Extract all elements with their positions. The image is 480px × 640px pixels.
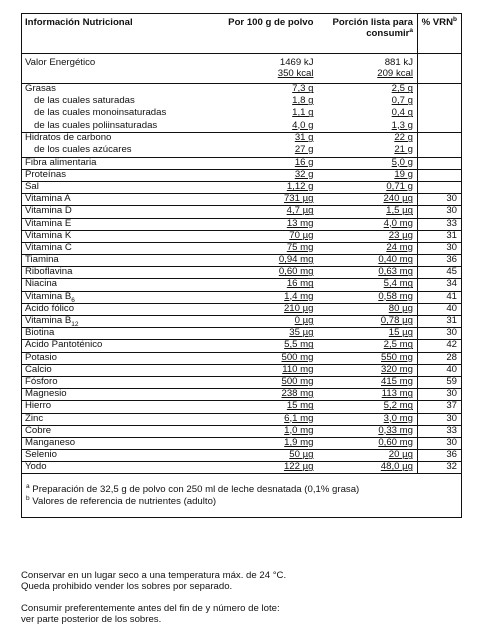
nutrient-name <box>22 242 217 254</box>
footnote-a-text: Preparación de 32,5 g de polvo con 250 ml de leche desnatada (0,1% grasa) <box>29 484 360 496</box>
nutrient-name <box>22 413 217 425</box>
value-per-100g <box>217 413 318 425</box>
value-per-100g-text: 1,4 mg <box>284 290 314 302</box>
value-vrn <box>418 145 462 157</box>
value-per-100g-text: 16 g <box>294 156 314 168</box>
value-portion-text: 24 mg <box>386 241 413 253</box>
table-header-row <box>22 14 462 54</box>
table-row <box>22 328 462 340</box>
value-portion <box>318 303 418 315</box>
value-portion-text: 2,5 mg <box>383 339 413 351</box>
value-portion <box>318 376 418 388</box>
value-portion-text: 240 µg <box>383 193 413 205</box>
value-portion-text: 415 mg <box>381 375 413 387</box>
header-vrn <box>418 14 462 54</box>
value-per-100g-text: 4,0 g <box>292 119 314 131</box>
value-vrn: 42 <box>418 340 462 352</box>
nutrient-name <box>22 316 217 328</box>
table-row <box>22 206 462 218</box>
value-per-100g <box>217 218 318 230</box>
table-row <box>22 316 462 328</box>
header-portion-line1: Porción <box>332 17 369 28</box>
energy-vrn <box>418 54 462 84</box>
table-row <box>22 462 462 474</box>
value-vrn: 30 <box>418 242 462 254</box>
value-per-100g-text: 1,0 mg <box>284 424 314 436</box>
nutrient-name-text: Vitamina E <box>25 217 72 229</box>
table-row <box>22 401 462 413</box>
nutrient-name-text: Zinc <box>25 412 44 424</box>
value-per-100g <box>217 121 318 133</box>
nutrient-name-text: Ácido Pantoténico <box>25 339 103 351</box>
value-vrn: 33 <box>418 218 462 230</box>
nutrient-name <box>22 462 217 474</box>
value-per-100g <box>217 316 318 328</box>
value-portion <box>318 230 418 242</box>
value-portion <box>318 413 418 425</box>
value-vrn: 31 <box>418 316 462 328</box>
value-portion <box>318 450 418 462</box>
value-portion <box>318 316 418 328</box>
value-portion-text: 1,5 µg <box>386 205 413 217</box>
value-portion <box>318 194 418 206</box>
table-body <box>22 54 462 474</box>
value-portion-text: 21 g <box>394 143 413 155</box>
value-portion-text: 0,63 mg <box>378 266 413 278</box>
nutrient-name-text: Yodo <box>25 461 47 473</box>
value-portion-text: 48,0 µg <box>380 461 413 473</box>
value-portion-text: 0,33 mg <box>378 424 413 436</box>
value-vrn: 40 <box>418 364 462 376</box>
footnote-a-mark: a <box>26 483 30 491</box>
value-vrn <box>418 108 462 120</box>
value-per-100g-text: 75 mg <box>286 241 314 253</box>
nutrient-name-text: Niacina <box>25 278 57 290</box>
value-per-100g-text: 1,8 g <box>292 95 314 107</box>
value-per-100g <box>217 401 318 413</box>
expiry-note-line2: ver parte posterior de los sobres. <box>21 613 162 625</box>
value-portion <box>318 389 418 401</box>
table-row <box>22 425 462 437</box>
table-row <box>22 157 462 169</box>
nutrient-name-text: Fibra alimentaria <box>25 156 97 168</box>
value-per-100g <box>217 376 318 388</box>
energy-per100-kcal: 350 kcal <box>277 67 314 79</box>
value-vrn <box>418 96 462 108</box>
value-per-100g-text: 500 mg <box>281 375 314 387</box>
value-vrn <box>418 133 462 145</box>
value-portion-text: 5,4 mg <box>383 278 413 290</box>
value-portion-text: 0,7 g <box>391 95 413 107</box>
value-per-100g <box>217 255 318 267</box>
value-per-100g-text: 0,60 mg <box>278 266 314 278</box>
energy-per100-kj: 1469 kJ <box>279 57 314 68</box>
value-per-100g-text: 16 mg <box>286 278 314 290</box>
value-per-100g-text: 7,3 g <box>292 83 314 95</box>
value-portion <box>318 401 418 413</box>
value-per-100g-text: 35 µg <box>289 327 314 339</box>
value-per-100g <box>217 242 318 254</box>
value-portion-text: 0,40 mg <box>378 254 413 266</box>
nutrient-name <box>22 376 217 388</box>
value-portion <box>318 352 418 364</box>
value-per-100g-text: 122 µg <box>283 461 314 473</box>
table-row <box>22 145 462 157</box>
value-portion-text: 19 g <box>394 168 413 180</box>
nutrient-name <box>22 218 217 230</box>
value-vrn: 30 <box>418 194 462 206</box>
table-row <box>22 181 462 193</box>
value-per-100g-text: 210 µg <box>283 302 314 314</box>
value-vrn: 32 <box>418 462 462 474</box>
table-row <box>22 230 462 242</box>
nutrient-name-text: Cobre <box>25 424 52 436</box>
header-portion-line3 <box>366 28 413 39</box>
nutrient-name-text: Calcio <box>25 363 52 375</box>
nutrient-name <box>22 267 217 279</box>
nutrient-name <box>22 145 217 157</box>
table-row <box>22 169 462 181</box>
nutrient-name <box>22 206 217 218</box>
table-row <box>22 121 462 133</box>
nutrient-name <box>22 389 217 401</box>
value-portion <box>318 145 418 157</box>
nutrition-label <box>21 13 461 518</box>
value-per-100g-text: 238 mg <box>281 388 314 400</box>
value-vrn: 34 <box>418 279 462 291</box>
nutrient-name-text: Vitamina D <box>25 205 72 217</box>
value-portion-text: 0,58 mg <box>378 290 413 302</box>
footnote-a <box>26 484 457 495</box>
nutrient-name <box>22 425 217 437</box>
value-portion <box>318 255 418 267</box>
value-per-100g <box>217 437 318 449</box>
value-per-100g <box>217 206 318 218</box>
value-vrn: 36 <box>418 255 462 267</box>
value-per-100g-text: 13 mg <box>286 217 314 229</box>
value-portion <box>318 328 418 340</box>
nutrient-name <box>22 169 217 181</box>
nutrient-name-text: Grasas <box>25 83 56 95</box>
value-vrn: 40 <box>418 303 462 315</box>
value-per-100g <box>217 364 318 376</box>
storage-note <box>21 570 461 593</box>
value-per-100g <box>217 450 318 462</box>
nutrient-name-text: Vitamina K <box>25 229 72 241</box>
header-per-100g-line1: Por 100 g <box>228 17 272 28</box>
nutrient-name-text: Riboflavina <box>25 266 73 278</box>
table-row <box>22 352 462 364</box>
nutrient-name-text: Selenio <box>25 449 58 461</box>
value-per-100g-text: 32 g <box>294 168 314 180</box>
value-per-100g-text: 1,9 mg <box>284 436 314 448</box>
nutrient-name-text: Manganeso <box>25 436 76 448</box>
nutrient-name-text: de las cuales saturadas <box>34 95 135 107</box>
value-per-100g <box>217 352 318 364</box>
table-row <box>22 450 462 462</box>
value-portion-text: 0,78 µg <box>380 315 413 327</box>
value-per-100g <box>217 303 318 315</box>
value-per-100g-text: 1,1 g <box>292 107 314 119</box>
value-portion-text: 4,0 mg <box>383 217 413 229</box>
value-portion <box>318 340 418 352</box>
table-row <box>22 340 462 352</box>
value-vrn: 30 <box>418 328 462 340</box>
nutrient-name <box>22 157 217 169</box>
value-portion-text: 0,4 g <box>391 107 413 119</box>
value-per-100g <box>217 291 318 303</box>
nutrient-name-text: Vitamina B <box>25 290 72 302</box>
nutrient-name <box>22 194 217 206</box>
value-per-100g-text: 1,12 g <box>286 180 314 192</box>
nutrient-name-text: Proteínas <box>25 168 67 180</box>
value-vrn: 59 <box>418 376 462 388</box>
value-per-100g-text: 731 µg <box>283 193 314 205</box>
header-vrn-text: % VRN <box>421 17 454 28</box>
nutrient-name <box>22 291 217 303</box>
value-per-100g-text: 31 g <box>294 132 314 144</box>
value-per-100g-text: 5,5 mg <box>284 339 314 351</box>
nutrition-table <box>21 13 462 518</box>
value-per-100g-text: 6,1 mg <box>284 412 314 424</box>
nutrient-name-text: Vitamina B <box>25 315 72 327</box>
energy-portion <box>318 54 418 84</box>
value-vrn: 36 <box>418 450 462 462</box>
value-per-100g-text: 50 µg <box>289 449 314 461</box>
value-portion-text: 3,0 mg <box>383 412 413 424</box>
expiry-note-line1: Consumir preferentemente antes del fin de y número de lote: <box>21 602 280 614</box>
value-vrn: 31 <box>418 230 462 242</box>
nutrient-name-subscript: 12 <box>71 320 79 328</box>
value-portion-text: 22 g <box>394 132 413 144</box>
value-vrn: 30 <box>418 413 462 425</box>
energy-portion-kcal: 209 kcal <box>377 67 413 79</box>
table-row <box>22 279 462 291</box>
nutrient-name <box>22 364 217 376</box>
value-per-100g-text: 70 µg <box>289 229 314 241</box>
value-per-100g <box>217 389 318 401</box>
table-row <box>22 267 462 279</box>
nutrient-name-text: Potasio <box>25 351 57 363</box>
value-vrn <box>418 181 462 193</box>
energy-name: Valor Energético <box>22 54 217 84</box>
nutrient-name <box>22 230 217 242</box>
footnote-b-mark: b <box>26 494 30 502</box>
value-portion <box>318 242 418 254</box>
nutrient-name <box>22 121 217 133</box>
value-portion-text: 23 µg <box>388 229 413 241</box>
nutrient-name <box>22 279 217 291</box>
value-per-100g <box>217 340 318 352</box>
nutrient-name-text: Vitamina C <box>25 241 72 253</box>
value-per-100g <box>217 328 318 340</box>
nutrient-name-text: Ácido fólico <box>25 302 75 314</box>
nutrient-name <box>22 340 217 352</box>
value-portion-text: 5,2 mg <box>383 400 413 412</box>
value-portion-text: 113 mg <box>381 388 413 400</box>
nutrient-name-text: de los cuales azúcares <box>34 143 132 155</box>
value-portion-text: 2,5 g <box>391 83 413 95</box>
header-nutrient: Información Nutricional <box>22 14 217 54</box>
value-vrn: 30 <box>418 437 462 449</box>
value-portion <box>318 425 418 437</box>
header-portion <box>318 14 418 54</box>
value-portion <box>318 181 418 193</box>
value-portion-text: 320 mg <box>381 363 413 375</box>
value-per-100g <box>217 169 318 181</box>
energy-per100 <box>217 54 318 84</box>
nutrient-name <box>22 255 217 267</box>
value-portion-text: 0,60 mg <box>378 436 413 448</box>
value-vrn <box>418 84 462 96</box>
table-row <box>22 437 462 449</box>
nutrient-name <box>22 437 217 449</box>
value-portion <box>318 462 418 474</box>
header-portion-line3-text: consumir <box>366 27 410 39</box>
nutrient-name-text: Vitamina A <box>25 193 71 205</box>
value-per-100g-text: 4,7 µg <box>286 205 314 217</box>
nutrient-name-text: Biotina <box>25 327 55 339</box>
value-portion <box>318 206 418 218</box>
value-portion-text: 0,71 g <box>386 180 413 192</box>
table-row <box>22 303 462 315</box>
table-row <box>22 194 462 206</box>
table-row <box>22 255 462 267</box>
storage-note-line2: Queda prohibido vender los sobres por separado. <box>21 581 233 593</box>
nutrient-name <box>22 303 217 315</box>
value-per-100g <box>217 157 318 169</box>
value-per-100g-text: 0 µg <box>294 315 314 327</box>
value-per-100g <box>217 279 318 291</box>
value-portion <box>318 291 418 303</box>
value-per-100g-text: 110 mg <box>282 363 314 375</box>
value-vrn: 30 <box>418 206 462 218</box>
value-portion-text: 1,3 g <box>391 119 413 131</box>
value-per-100g <box>217 230 318 242</box>
storage-note-line1: Conservar en un lugar seco a una temperatura máx. de 24 °C. <box>21 570 287 581</box>
value-portion-text: 5,0 g <box>391 156 413 168</box>
nutrient-name-subscript: 6 <box>71 296 75 304</box>
value-vrn: 30 <box>418 389 462 401</box>
value-per-100g-text: 0,94 mg <box>278 254 314 266</box>
value-per-100g <box>217 462 318 474</box>
value-portion-text: 80 µg <box>388 302 413 314</box>
table-row <box>22 413 462 425</box>
header-per-100g <box>217 14 318 54</box>
energy-portion-kj: 881 kJ <box>384 57 413 68</box>
footnotes-row <box>22 474 462 518</box>
energy-row <box>22 54 462 84</box>
table-row <box>22 389 462 401</box>
nutrient-name-text: de las cuales poliinsaturadas <box>34 119 158 131</box>
value-vrn: 41 <box>418 291 462 303</box>
nutrient-name-text: Hidratos de carbono <box>25 132 112 144</box>
value-vrn: 33 <box>418 425 462 437</box>
table-row <box>22 364 462 376</box>
value-per-100g <box>217 145 318 157</box>
expiry-note <box>21 603 461 626</box>
value-portion-text: 20 µg <box>388 449 413 461</box>
footnotes <box>22 474 462 518</box>
value-vrn: 37 <box>418 401 462 413</box>
value-portion <box>318 169 418 181</box>
table-row <box>22 291 462 303</box>
header-portion-line2: lista para <box>370 17 413 28</box>
table-row <box>22 242 462 254</box>
value-per-100g <box>217 267 318 279</box>
value-portion <box>318 437 418 449</box>
header-per-100g-line2: de polvo <box>274 17 314 28</box>
nutrient-name-text: de las cuales monoinsaturadas <box>34 107 167 119</box>
value-vrn <box>418 121 462 133</box>
value-portion <box>318 364 418 376</box>
nutrient-name <box>22 181 217 193</box>
value-portion <box>318 218 418 230</box>
footnote-mark-a: a <box>409 26 413 34</box>
nutrient-name <box>22 352 217 364</box>
value-portion <box>318 267 418 279</box>
value-portion <box>318 157 418 169</box>
value-per-100g-text: 500 mg <box>281 351 314 363</box>
value-per-100g <box>217 194 318 206</box>
footnote-b-text: Valores de referencia de nutrientes (adulto) <box>29 495 217 507</box>
value-per-100g <box>217 181 318 193</box>
value-vrn: 28 <box>418 352 462 364</box>
value-portion <box>318 279 418 291</box>
nutrient-name-text: Fósforo <box>25 375 58 387</box>
value-portion <box>318 121 418 133</box>
table-row <box>22 376 462 388</box>
package-notes <box>21 570 461 635</box>
nutrient-name <box>22 401 217 413</box>
value-portion-text: 15 µg <box>388 327 413 339</box>
nutrient-name-text: Magnesio <box>25 388 67 400</box>
footnote-mark-b: b <box>453 15 457 23</box>
table-row <box>22 218 462 230</box>
nutrient-name <box>22 328 217 340</box>
value-vrn: 45 <box>418 267 462 279</box>
value-vrn <box>418 157 462 169</box>
footnote-b <box>26 496 457 507</box>
value-portion-text: 550 mg <box>381 351 413 363</box>
nutrient-name-text: Hierro <box>25 400 52 412</box>
value-per-100g <box>217 425 318 437</box>
nutrient-name-text: Tiamina <box>25 254 59 266</box>
value-per-100g-text: 27 g <box>294 143 314 155</box>
nutrient-name <box>22 450 217 462</box>
value-vrn <box>418 169 462 181</box>
value-per-100g-text: 15 mg <box>286 400 314 412</box>
nutrient-name-text: Sal <box>25 180 39 192</box>
